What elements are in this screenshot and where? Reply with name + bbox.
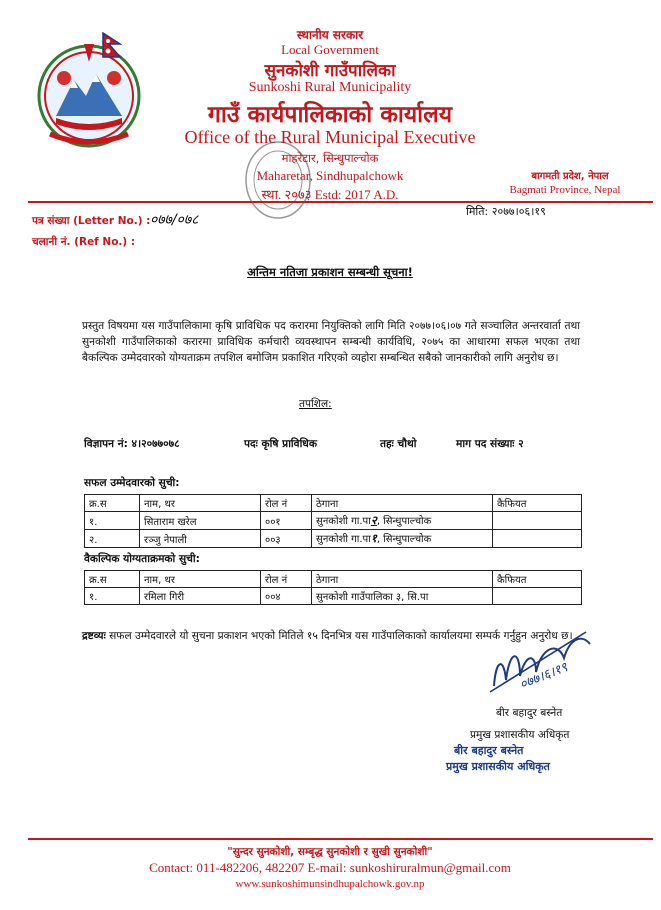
stamp-name: बीर बहादुर बस्नेत xyxy=(454,744,524,757)
ward-handwritten: २ xyxy=(370,513,377,527)
col-address: ठेगाना xyxy=(312,571,493,588)
signatory-title: प्रमुख प्रशासकीय अधिकृत xyxy=(470,729,570,741)
signatory-name: बीर बहादुर बस्नेत xyxy=(496,707,563,719)
cell-address xyxy=(312,512,493,530)
ad-no: विज्ञापन नं: ४।२०७७०७८ xyxy=(84,438,180,450)
office-np: गाउँ कार्यपालिकाको कार्यालय xyxy=(207,102,453,128)
cell-sn: १. xyxy=(85,588,140,605)
stamp-title: प्रमुख प्रशासकीय अधिकृत xyxy=(446,760,550,773)
col-address: ठेगाना xyxy=(312,495,493,512)
province-en: Bagmati Province, Nepal xyxy=(509,184,621,196)
handwritten-date: ०७७।६।१९ xyxy=(517,659,570,693)
address-district: , सिन्धुपाल्चोक xyxy=(376,516,432,527)
cell-name: रमिला गिरी xyxy=(140,588,261,605)
table-header-row xyxy=(85,495,582,512)
cell-roll: ००३ xyxy=(261,530,312,548)
address-base: सुनकोशी गा.पा xyxy=(316,516,371,527)
alternate-heading: वैकल्पिक योग्यताक्रमको सुची: xyxy=(84,553,200,565)
gov-en: Local Government xyxy=(281,42,379,57)
estd: स्था. २०७३ Estd: 2017 A.D. xyxy=(261,187,399,202)
level: तहः चौथो xyxy=(380,438,417,450)
col-sn: क्र.स xyxy=(85,571,140,588)
footer-divider xyxy=(28,838,653,840)
cell-remarks xyxy=(493,588,582,605)
letter-date: मिति: २०७७।०६।१९ xyxy=(466,205,546,218)
post: पदः कृषि प्राविधिक xyxy=(244,438,317,450)
col-name: नाम, थर xyxy=(140,571,261,588)
cell-sn: २. xyxy=(85,530,140,548)
col-roll: रोल नं xyxy=(261,495,312,512)
address-np: माहरेटार, सिन्धुपाल्चोक xyxy=(281,151,379,165)
address-en: Maharetar, Sindhupalchowk xyxy=(256,168,404,183)
table-row xyxy=(85,588,582,605)
footer-website: www.sunkoshimunsindhupalchowk.gov.np xyxy=(235,878,425,890)
cell-remarks xyxy=(493,530,582,548)
col-roll: रोल नं xyxy=(261,571,312,588)
cell-remarks xyxy=(493,512,582,530)
cell-name: रञ्जु नेपाली xyxy=(140,530,261,548)
table-row xyxy=(85,512,582,530)
col-name: नाम, थर xyxy=(140,495,261,512)
office-seal xyxy=(244,140,312,220)
header-divider xyxy=(28,201,653,203)
table-row xyxy=(85,530,582,548)
letter-no-label: पत्र संख्या (Letter No.) : xyxy=(32,215,151,227)
subject: अन्तिम नतिजा प्रकाशन सम्बन्धी सूचना! xyxy=(247,265,413,279)
footer-slogan: "सुन्दर सुनकोशी, सम्बृद्ध सुनकोशी र सुखी सुनकोशी" xyxy=(227,846,433,858)
nepal-flag-icon xyxy=(102,32,122,58)
alternate-table xyxy=(84,570,582,605)
handwritten-signature xyxy=(486,628,596,700)
cell-roll: ००१ xyxy=(261,512,312,530)
muni-np: सुनकोशी गाउँपालिका xyxy=(264,61,396,81)
address-base: सुनकोशी गा.पा xyxy=(316,534,371,545)
cell-address xyxy=(312,530,493,548)
successful-heading: सफल उम्मेदवारको सुची: xyxy=(84,477,180,489)
demand: माग पद संख्याः २ xyxy=(456,438,524,450)
col-remarks: कैफियत xyxy=(493,495,582,512)
gov-np: स्थानीय सरकार xyxy=(296,28,364,42)
note-label: द्रष्टव्यः xyxy=(82,630,106,642)
cell-address: सुनकोशी गाउँपालिका ३, सि.पा xyxy=(312,588,493,605)
cell-name: सिताराम खरेल xyxy=(140,512,261,530)
cell-sn: १. xyxy=(85,512,140,530)
col-sn: क्र.स xyxy=(85,495,140,512)
footer-contact: Contact: 011-482206, 482207 E-mail: sunkoshiruralmun@gmail.com xyxy=(149,860,511,875)
office-en: Office of the Rural Municipal Executive xyxy=(184,127,476,147)
muni-en: Sunkoshi Rural Municipality xyxy=(248,80,412,95)
cell-roll: ००४ xyxy=(261,588,312,605)
province-np: बागमती प्रदेश, नेपाल xyxy=(531,171,609,182)
note-text: सफल उम्मेदवारले यो सुचना प्रकाशन भएको मितिले १५ दिनभित्र यस गाउँपालिकाको कार्यालयमा सम्पर्क गर्नुहुन अनुरोध छ। xyxy=(109,630,573,642)
ward-handwritten: १ xyxy=(370,531,377,545)
letter-no-value: ०७७/०७८ xyxy=(150,212,199,228)
body-paragraph: प्रस्तुत विषयमा यस गाउँपालिकामा कृषि प्राविधिक पद करारमा नियुक्तिको लागि मिति २०७७।०६।०७ गते सञ्चालित अन्तरवार्ता तथा सुनकोशी गाउँपालिकाको करारमा प्राविधिक कर्मचारी व्यवस्थापन सम्बन्धी कार्यविधि, २०७५ का आधारमा सफल भएका तथा बैकल्पिक उम्मेदवारको योग्यताक्रम तपशिल बमोजिम प्रकाशित गरिएको व्यहोरा सम्बन्धित सबैको जानकारीको लागि अनुरोध छ। xyxy=(82,320,580,364)
successful-table xyxy=(84,494,582,548)
tapasil: तपशिल: xyxy=(299,398,332,410)
ref-no-label: चलानी नं. (Ref No.) : xyxy=(32,236,136,248)
address-district: , सिन्धुपाल्चोक xyxy=(376,534,432,545)
emblem xyxy=(34,38,144,150)
col-remarks: कैफियत xyxy=(493,571,582,588)
table-header-row xyxy=(85,571,582,588)
